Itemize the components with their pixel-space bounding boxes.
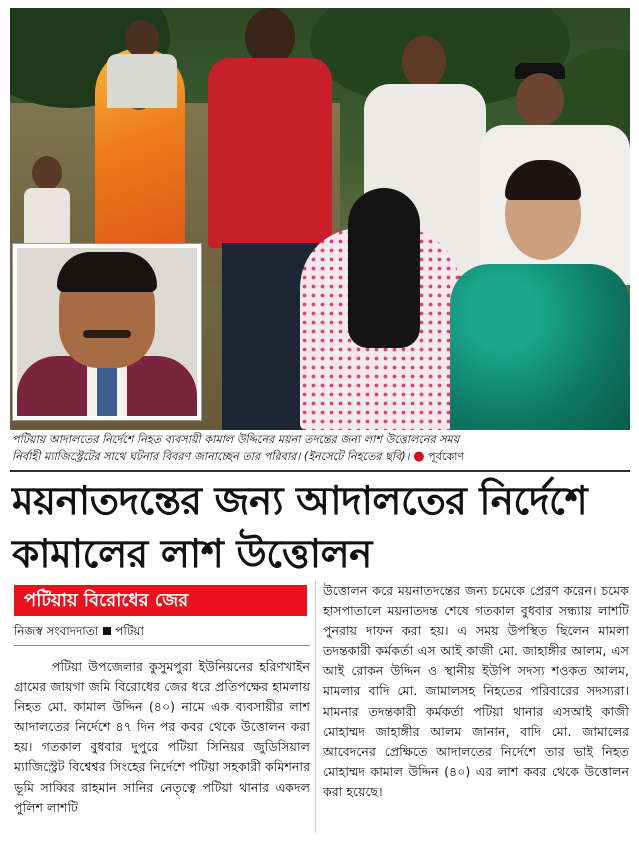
caption-line-2: নির্বাহী ম্যাজিস্ট্রেটের সাথে ঘটনার বিবরণ জানাচ্ছেন তার পরিবার। (ইনসেটে নিহতের ছবি)। ● পূর্বকোণ	[12, 449, 465, 464]
article-body-left	[14, 657, 310, 818]
headline	[12, 475, 632, 581]
square-bullet-icon	[103, 627, 111, 635]
photo-person-man-glasses	[450, 168, 630, 430]
source-bullet-icon: ●	[413, 449, 425, 464]
headline-line-2: কামালের লাশ উত্তোলন	[12, 531, 372, 577]
caption-source: পূর্বকোণ	[428, 450, 465, 463]
headline-line-1: ময়নাতদন্তের জন্য আদালতের নির্দেশে	[12, 478, 588, 524]
kicker-label: পটিয়ায় বিরোধের জের	[14, 585, 307, 616]
news-photo	[10, 8, 630, 430]
caption-line-1: পটিয়ায় আদালতের নির্দেশে নিহত ব্যবসায়ী কামাল উদ্দিনের ময়না তদন্তের জন্য লাশ উত্তোলনের সময়	[12, 433, 460, 446]
inset-tie	[97, 368, 117, 416]
byline-reporter: নিজস্ব সংবাদদাতা	[14, 624, 99, 638]
photo-person-girl	[18, 156, 76, 246]
headline-rule	[10, 470, 630, 472]
inset-hair	[57, 252, 157, 292]
column-divider	[315, 581, 316, 833]
inset-portrait	[13, 244, 201, 420]
byline	[14, 623, 144, 643]
article-paragraph-continued: উত্তোলন করে ময়নাতদন্তের জন্য চমেকে প্রেরণ করেন। চমেক হাসপাতালে ময়নাতদন্ত শেষে গতকাল বুধবার সন্ধ্যায় লাশটি পুনরায় দাফন করা হয়। এ সময় উপস্থিত ছিলেন মামলা তদন্তকারী কর্মকর্তা এস আই কাজী মো. জাহাঙ্গীর আলম, এস আই রোকন উদ্দিন ও স্থানীয় ইউপি সদস্য শওকত আলম, মামলার বাদি মো. জামালসহ নিহতের পরিবারের সদস্যরা। মামনার তদন্তকারী কর্মকর্তা পটিয়া থানার এসআই কাজী মোহাম্মদ জাহাঙ্গীর আলম জানান, বাদি মো. জামালের আবেদনের প্রেক্ষিতে আদালতের নির্দেশে তার ভাই নিহত মোহাম্মদ কামাল উদ্দিন (৪০) এর লাশ কবর থেকে উত্তোলন করা হয়েছে।	[323, 583, 629, 799]
inset-moustache	[83, 330, 131, 338]
byline-rule	[14, 645, 310, 646]
article-paragraph: পটিয়া উপজেলার কুসুমপুরা ইউনিয়নের হরিণখাইন গ্রামের জায়গা জমি বিরোধের জের ধরে প্রতিপক্ষের হামলায় নিহত মো. কামাল উদ্দিন (৪০) নামে এক ব্যবসায়ীর লাশ আদালতের নির্দেশে ৪৭ দিন পর কবর থেকে উত্তোলন করা হয়। গতকাল বুধবার দুপুরে পটিয়া সিনিয়র জুডিসিয়াল ম্যাজিস্ট্রেট বিশ্বেশ্বর সিংহের নির্দেশে পটিয়া সহকারী কমিশনার ভূমি সাব্বির রাহমান সানির নেতৃত্বে পটিয়া থানার একদল পুলিশ লাশটি	[14, 659, 310, 815]
photo-person-man-white-back	[95, 18, 175, 108]
byline-place: পটিয়া	[115, 624, 144, 638]
photo-person-woman-niqab	[300, 188, 460, 430]
article-body-right	[323, 581, 629, 802]
photo-caption	[12, 431, 632, 465]
